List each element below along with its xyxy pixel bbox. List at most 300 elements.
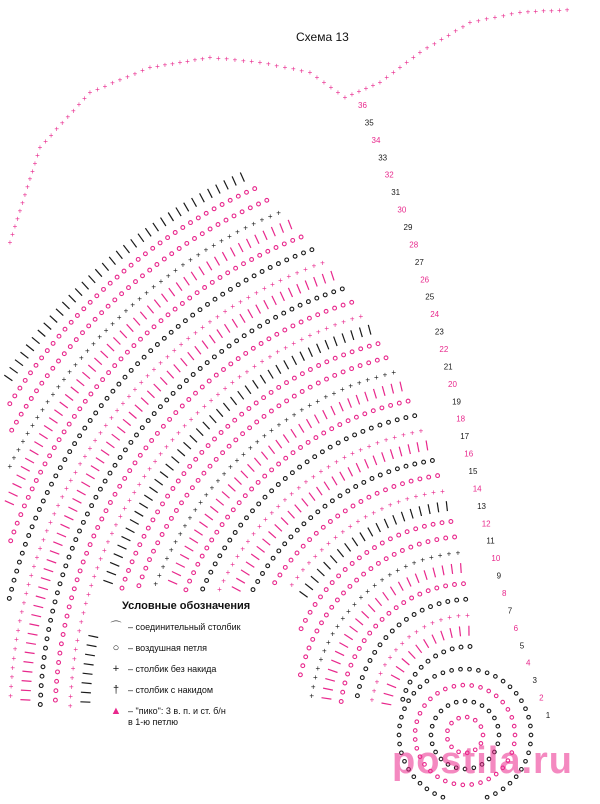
single-crochet-mark: + (70, 663, 76, 673)
chain-stitch-mark (229, 362, 233, 366)
double-crochet-mark (253, 380, 259, 388)
round-number: 31 (391, 188, 401, 198)
single-crochet-mark: + (267, 352, 273, 362)
single-crochet-mark: + (310, 682, 316, 692)
single-crochet-mark: + (131, 487, 137, 497)
ring-stitch-mark (524, 707, 528, 711)
chain-stitch-mark (423, 524, 427, 528)
double-crochet-mark (334, 337, 338, 346)
double-crochet-mark (181, 358, 188, 366)
double-crochet-mark (116, 251, 122, 259)
double-crochet-mark (400, 382, 402, 392)
chain-stitch-mark (85, 551, 89, 555)
double-crochet-mark (331, 660, 340, 664)
single-crochet-mark: + (263, 515, 268, 525)
chain-stitch-mark (322, 431, 326, 435)
single-crochet-mark: + (123, 306, 129, 316)
single-crochet-mark: + (138, 378, 144, 388)
chain-stitch-mark (201, 587, 205, 591)
double-crochet-mark (205, 514, 213, 520)
picot-edge-mark: + (282, 63, 288, 72)
single-crochet-mark: + (48, 518, 53, 527)
double-crochet-mark (402, 659, 410, 666)
double-crochet-mark (41, 578, 51, 581)
double-crochet-mark (328, 669, 338, 672)
chain-stitch-mark (414, 527, 418, 531)
legend-row-double-crochet (108, 685, 308, 696)
ring-stitch-mark (477, 669, 481, 673)
single-crochet-mark: + (278, 275, 283, 285)
chain-stitch-mark (324, 309, 328, 313)
chain-stitch-mark (434, 654, 438, 658)
double-crochet-mark (216, 185, 220, 194)
double-crochet-mark (368, 325, 371, 335)
single-crochet-mark: + (372, 581, 378, 590)
chain-stitch-mark (141, 274, 145, 278)
single-crochet-mark: + (371, 686, 377, 696)
ring-stitch-mark (470, 783, 474, 787)
chain-stitch-mark (413, 672, 417, 676)
double-crochet-mark (245, 386, 251, 394)
chain-stitch-mark (404, 464, 408, 468)
chain-stitch-mark (88, 543, 92, 547)
single-crochet-mark: + (395, 566, 401, 576)
chain-stitch-mark (404, 689, 408, 693)
single-crochet-mark: + (391, 368, 397, 378)
picot-edge-mark: + (155, 61, 160, 71)
chain-stitch-mark (176, 325, 180, 329)
chain-stitch-mark (189, 221, 193, 225)
double-crochet-mark (373, 456, 377, 465)
chain-stitch-mark (251, 346, 255, 350)
double-crochet-mark (424, 639, 429, 648)
single-crochet-mark: + (177, 529, 183, 539)
picot-edge-mark: + (224, 54, 230, 64)
double-crochet-mark (83, 673, 93, 674)
chain-stitch-mark (422, 460, 426, 464)
chain-stitch-mark (244, 278, 248, 282)
double-crochet-mark (330, 556, 337, 564)
double-crochet-mark (268, 370, 273, 379)
ring-stitch-mark (429, 733, 433, 737)
double-crochet-mark (222, 252, 227, 261)
double-crochet-mark (22, 681, 32, 682)
single-crochet-mark: + (261, 284, 267, 293)
chain-stitch-mark (343, 509, 347, 513)
ring-stitch-mark (481, 733, 485, 737)
chain-stitch-mark (113, 298, 117, 302)
double-crochet-mark (291, 429, 296, 437)
double-crochet-mark (305, 584, 313, 590)
single-crochet-mark: + (365, 375, 371, 385)
chain-stitch-mark (168, 418, 172, 422)
chain-stitch-mark (55, 679, 59, 683)
chain-stitch-mark (273, 581, 277, 585)
single-crochet-mark: + (105, 537, 111, 547)
chain-stitch-mark (152, 325, 156, 329)
chain-stitch-mark (118, 456, 122, 460)
chain-stitch-mark (405, 530, 409, 534)
chain-stitch-mark (165, 525, 169, 529)
single-crochet-mark: + (82, 451, 88, 461)
single-crochet-mark: + (126, 392, 132, 401)
chain-stitch-mark (396, 467, 400, 471)
single-crochet-mark: + (101, 546, 107, 555)
chain-stitch-mark (346, 419, 350, 423)
picot-edge-mark: + (207, 53, 213, 62)
chain-stitch-mark (277, 386, 281, 390)
double-crochet-mark (322, 698, 332, 699)
chain-stitch-mark (316, 381, 320, 385)
chain-stitch-mark (235, 339, 239, 343)
chain-stitch-mark (48, 454, 52, 458)
chain-stitch-mark (100, 311, 104, 315)
double-crochet-mark (390, 449, 393, 459)
chain-stitch-mark (61, 633, 65, 637)
chain-stitch-mark (45, 349, 49, 353)
legend-label: – воздушная петля (128, 643, 207, 653)
double-crochet-mark (210, 506, 218, 512)
chain-stitch-mark (257, 502, 261, 506)
single-crochet-mark: + (37, 544, 43, 554)
single-crochet-mark: + (20, 437, 26, 447)
picot-edge-mark: + (25, 182, 30, 192)
chain-stitch-mark (67, 605, 71, 609)
chain-stitch-mark (298, 303, 302, 307)
ring-stitch-mark (506, 708, 510, 712)
chain-stitch-mark (146, 419, 150, 423)
double-crochet-mark (419, 506, 421, 516)
double-crochet-mark (109, 257, 115, 265)
chain-stitch-mark (255, 420, 259, 424)
single-crochet-mark: + (238, 297, 243, 307)
double-crochet-mark (228, 485, 235, 492)
chain-stitch-mark (130, 560, 134, 564)
single-crochet-icon: + (112, 663, 120, 675)
single-crochet-mark: + (145, 371, 150, 381)
round-number: 24 (430, 310, 440, 320)
round-number: 22 (439, 345, 449, 354)
chain-stitch-mark (333, 306, 337, 310)
chain-stitch-mark (51, 342, 55, 346)
single-crochet-mark: + (217, 584, 222, 594)
double-crochet-mark (339, 643, 348, 648)
picot-edge-mark: + (185, 56, 190, 66)
single-crochet-mark: + (225, 568, 231, 578)
chain-stitch-mark (295, 551, 299, 555)
double-crochet-mark (383, 592, 389, 600)
chain-stitch-mark (89, 392, 93, 396)
chain-stitch-mark (215, 530, 219, 534)
chain-stitch-mark (45, 374, 49, 378)
picot-edge-mark: + (328, 83, 334, 92)
chain-stitch-mark (389, 404, 393, 408)
chain-stitch-mark (358, 685, 362, 689)
single-crochet-mark: + (132, 385, 138, 394)
single-crochet-mark: + (178, 340, 184, 350)
ring-stitch-mark (436, 692, 440, 696)
single-crochet-mark: + (28, 571, 34, 580)
chain-stitch-mark (314, 436, 318, 440)
single-crochet-mark: + (318, 655, 324, 665)
double-crochet-mark (167, 371, 174, 378)
double-crochet-mark (122, 536, 131, 540)
double-crochet-mark (69, 295, 76, 302)
chain-stitch-mark (449, 520, 453, 524)
single-crochet-mark: + (87, 443, 93, 453)
double-crochet-mark (442, 566, 444, 576)
double-crochet-mark (95, 269, 102, 277)
picot-edge-mark: + (117, 75, 123, 85)
double-crochet-mark (26, 345, 34, 351)
ring-stitch-mark (501, 700, 505, 704)
chain-stitch-mark (170, 517, 174, 521)
double-crochet-mark (118, 545, 127, 549)
chain-stitch-mark (159, 319, 163, 323)
single-crochet-mark: + (23, 589, 29, 599)
chain-stitch-mark (367, 361, 371, 365)
single-crochet-mark: + (40, 405, 45, 415)
chain-stitch-mark (308, 385, 312, 389)
single-crochet-mark: + (97, 332, 103, 342)
chain-stitch-mark (204, 211, 208, 215)
chain-stitch-mark (87, 324, 91, 328)
chain-stitch-mark (324, 588, 328, 592)
double-crochet-mark (216, 499, 224, 505)
picot-edge-mark: + (410, 53, 416, 62)
picot-edge-mark: + (556, 5, 562, 15)
picot-edge-mark: + (390, 68, 396, 77)
chain-stitch-mark (134, 551, 138, 555)
chain-stitch-mark (346, 672, 350, 676)
single-crochet-mark: + (198, 498, 203, 508)
single-crochet-mark: + (195, 250, 201, 260)
single-crochet-mark: + (211, 240, 217, 250)
single-crochet-mark: + (113, 520, 119, 530)
chain-stitch-mark (208, 227, 212, 231)
chain-stitch-mark (290, 307, 294, 311)
chain-stitch-mark (293, 376, 297, 380)
picot-edge-mark: + (446, 30, 451, 40)
double-crochet-mark (102, 263, 108, 271)
chain-stitch-mark (161, 502, 165, 506)
picot-edge-mark: + (541, 6, 546, 16)
picot-edge-mark: + (192, 55, 198, 65)
picot-icon: ▲ (110, 705, 122, 717)
chain-stitch-mark (111, 389, 115, 393)
chain-stitch-mark (291, 324, 295, 328)
chain-stitch-mark (222, 368, 226, 372)
chain-stitch-mark (307, 300, 311, 304)
chain-stitch-mark (444, 536, 448, 540)
single-crochet-mark: + (12, 644, 18, 654)
chain-stitch-mark (156, 432, 160, 436)
chain-stitch-mark (191, 486, 195, 490)
chain-stitch-mark (459, 645, 463, 649)
chain-stitch-mark (282, 242, 286, 246)
chain-stitch-mark (408, 680, 412, 684)
double-crochet-mark (133, 318, 140, 326)
double-crochet-mark (188, 352, 194, 360)
chain-stitch-mark (299, 446, 303, 450)
double-crochet-mark (281, 518, 288, 525)
chain-stitch-mark (333, 374, 337, 378)
single-crochet-mark: + (447, 613, 452, 623)
picot-edge-mark: + (431, 39, 437, 49)
chain-stitch-mark (8, 402, 12, 406)
chain-stitch-mark (268, 266, 272, 270)
chain-stitch-mark (343, 568, 347, 572)
double-crochet-mark (82, 282, 89, 289)
double-crochet-mark (344, 634, 352, 640)
double-crochet-mark (384, 693, 394, 696)
legend-label: – столбик без накида (128, 664, 217, 674)
double-crochet-mark (276, 365, 281, 374)
chain-stitch-mark (63, 327, 67, 331)
chain-stitch-mark (369, 426, 373, 430)
chain-stitch-mark (427, 475, 431, 479)
chain-stitch-mark (455, 598, 459, 602)
picot-edge-mark: + (342, 93, 348, 102)
chain-stitch-mark (158, 241, 162, 245)
single-crochet-mark: + (257, 522, 262, 532)
double-crochet-mark (166, 464, 174, 470)
chain-stitch-mark (68, 450, 72, 454)
double-crochet-mark (387, 684, 396, 688)
double-crochet-mark (459, 626, 460, 636)
single-crochet-mark: + (319, 545, 325, 555)
picot-edge-mark: + (20, 198, 25, 208)
chain-stitch-mark (405, 618, 409, 622)
picot-edge-mark: + (162, 60, 168, 70)
chain-stitch-mark (245, 516, 249, 520)
double-crochet-mark (172, 457, 180, 464)
chain-stitch-mark (144, 446, 148, 450)
single-crochet-mark: + (267, 211, 273, 221)
chain-stitch-mark (250, 258, 254, 262)
round-number: 36 (358, 101, 367, 110)
chain-stitch-mark (218, 276, 222, 280)
ring-stitch-mark (457, 716, 461, 720)
double-crochet-mark (34, 605, 44, 607)
round-number: 26 (420, 275, 430, 285)
chain-stitch-mark (202, 471, 206, 475)
single-crochet-mark: + (88, 581, 94, 591)
chain-stitch-mark (377, 562, 381, 566)
single-crochet-mark: + (76, 626, 82, 636)
ring-stitch-mark (412, 692, 416, 696)
single-crochet-mark: + (358, 445, 364, 455)
chain-stitch-mark (220, 523, 224, 527)
chain-stitch-mark (360, 676, 364, 680)
chain-stitch-mark (106, 304, 110, 308)
chain-stitch-mark (76, 314, 80, 318)
single-crochet-mark: + (411, 558, 417, 568)
double-crochet-mark (305, 281, 309, 290)
double-crochet-mark (149, 487, 157, 493)
picot-edge-mark: + (15, 214, 20, 224)
ring-stitch-mark (487, 689, 491, 693)
double-crochet-mark (269, 532, 276, 539)
chain-stitch-mark (315, 296, 319, 300)
chain-stitch-mark (276, 483, 280, 487)
round-number: 20 (448, 379, 457, 389)
ring-stitch-mark (415, 720, 419, 724)
single-crochet-mark: + (342, 453, 347, 463)
single-crochet-mark: + (170, 435, 175, 445)
chain-stitch-mark (397, 533, 401, 537)
double-crochet-mark (147, 391, 154, 398)
chain-stitch-mark (339, 700, 343, 704)
double-crochet-mark (263, 231, 267, 240)
chain-stitch-mark (45, 637, 49, 641)
single-crochet-mark: + (165, 352, 170, 362)
double-crochet-mark (199, 267, 204, 276)
chain-stitch-mark (426, 540, 430, 544)
double-crochet-mark (302, 499, 308, 507)
single-crochet-mark: + (173, 537, 178, 547)
single-crochet-mark: + (147, 464, 152, 474)
picot-edge-mark: + (467, 18, 473, 27)
round-number: 30 (397, 205, 407, 215)
chain-stitch-mark (184, 588, 188, 592)
chain-stitch-mark (270, 489, 274, 493)
chain-stitch-mark (259, 342, 263, 346)
chain-stitch-mark (298, 465, 302, 469)
double-crochet-mark (345, 543, 351, 551)
chain-stitch-mark (34, 516, 38, 520)
picot-edge-mark: + (59, 118, 65, 128)
double-crochet-mark (396, 666, 404, 672)
single-crochet-mark: + (173, 266, 178, 275)
double-crochet-mark (461, 563, 462, 573)
chain-stitch-mark (245, 190, 249, 194)
chain-stitch-mark (260, 270, 264, 274)
single-crochet-mark: + (151, 282, 157, 292)
single-crochet-mark: + (16, 445, 21, 455)
chain-stitch-mark (350, 562, 354, 566)
chain-stitch-mark (94, 495, 98, 499)
double-crochet-mark (241, 570, 250, 575)
double-crochet-mark (342, 333, 345, 342)
single-crochet-mark: + (215, 476, 221, 486)
ring-stitch-mark (450, 669, 454, 673)
double-crochet-mark (161, 218, 166, 226)
chain-stitch-mark (220, 350, 224, 354)
single-crochet-mark: + (307, 401, 313, 411)
single-crochet-mark: + (221, 469, 227, 479)
chain-stitch-mark (243, 494, 247, 498)
chain-stitch-mark (464, 597, 468, 601)
double-crochet-mark (36, 596, 46, 599)
double-crochet-mark (153, 223, 159, 231)
chain-stitch-mark (270, 409, 274, 413)
chain-stitch-mark (321, 525, 325, 529)
single-crochet-mark: + (195, 408, 200, 418)
single-crochet-mark: + (34, 413, 40, 423)
double-crochet-mark (117, 427, 125, 433)
chain-stitch-mark (136, 258, 140, 262)
chain-stitch-mark (380, 406, 384, 410)
chain-stitch-mark (122, 269, 126, 273)
chain-stitch-mark (18, 386, 22, 390)
chain-stitch-mark (367, 495, 371, 499)
picot-edge-mark: + (102, 81, 108, 91)
single-crochet-mark: + (68, 475, 74, 485)
double-crochet-mark (417, 442, 419, 452)
single-crochet-mark: + (259, 215, 265, 225)
ring-stitch-mark (441, 795, 445, 799)
